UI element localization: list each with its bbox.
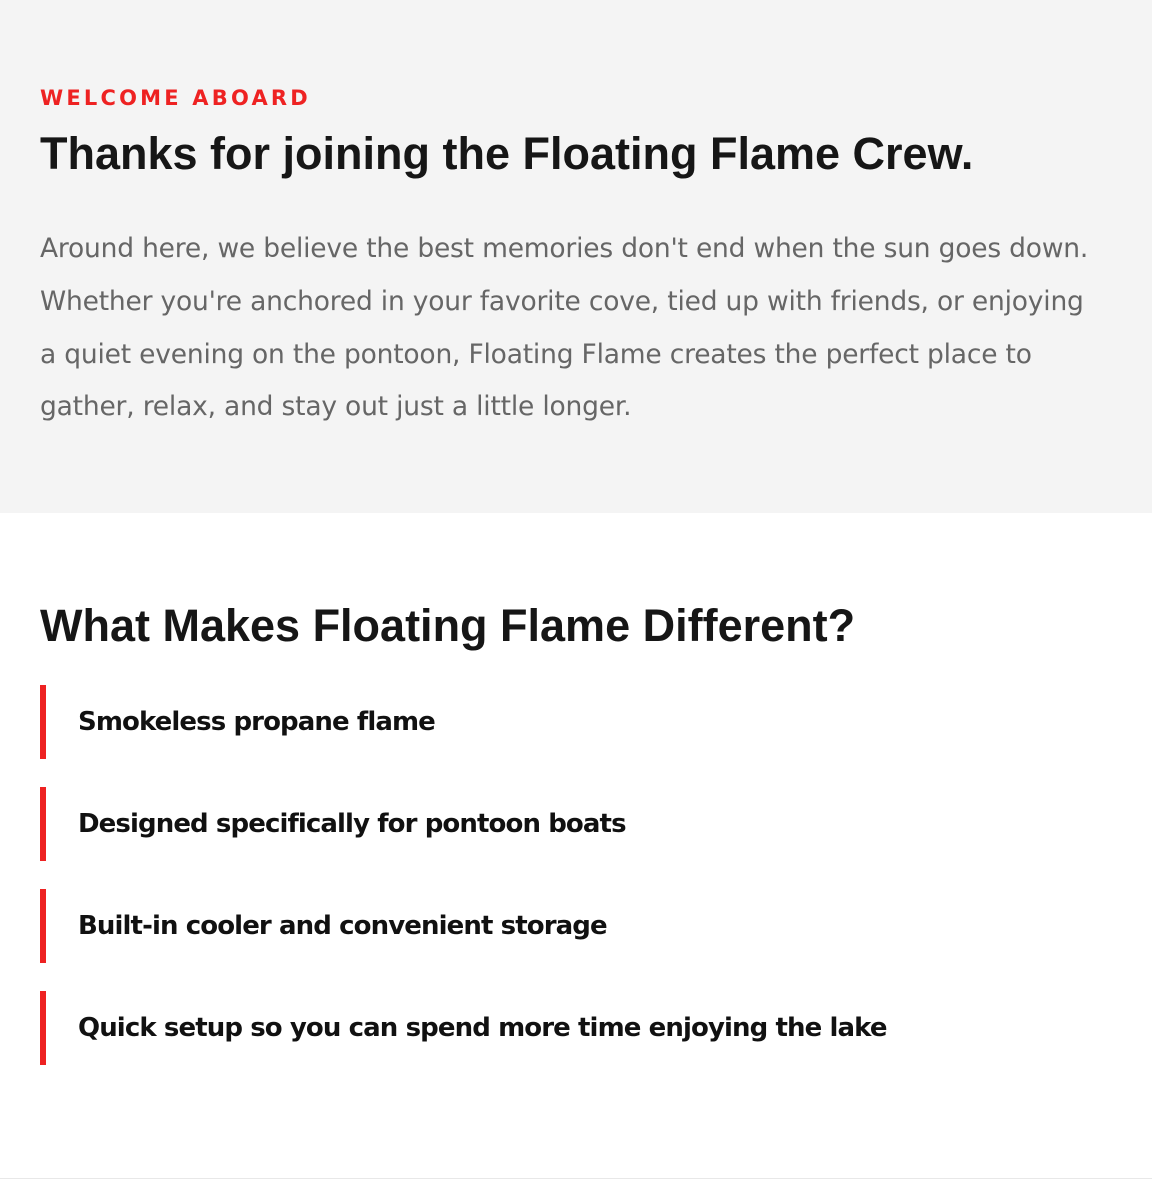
feature-label: Built-in cooler and convenient storage: [78, 911, 607, 941]
feature-label: Designed specifically for pontoon boats: [78, 809, 626, 839]
features-section: [0, 513, 1152, 1180]
feature-item: [40, 685, 887, 759]
eyebrow-label: WELCOME ABOARD: [40, 86, 311, 110]
feature-label: Quick setup so you can spend more time enjoying the lake: [78, 1013, 887, 1043]
feature-list: [40, 685, 887, 1093]
welcome-hero: [0, 0, 1152, 513]
feature-item: [40, 991, 887, 1065]
feature-item: [40, 889, 887, 963]
feature-item: [40, 787, 887, 861]
bottom-divider: [0, 1178, 1152, 1179]
page-title: Thanks for joining the Floating Flame Crew.: [40, 128, 974, 179]
intro-paragraph: Around here, we believe the best memories don't end when the sun goes down. Whether you're anchored in your favorite cove, tied up with friends, or enjoying a quiet evening on the pontoon, Floating Flame creates the perfect place to gather, relax, and stay out just a little longer.: [40, 233, 1089, 423]
features-heading: What Makes Floating Flame Different?: [40, 600, 856, 651]
feature-label: Smokeless propane flame: [78, 707, 435, 737]
